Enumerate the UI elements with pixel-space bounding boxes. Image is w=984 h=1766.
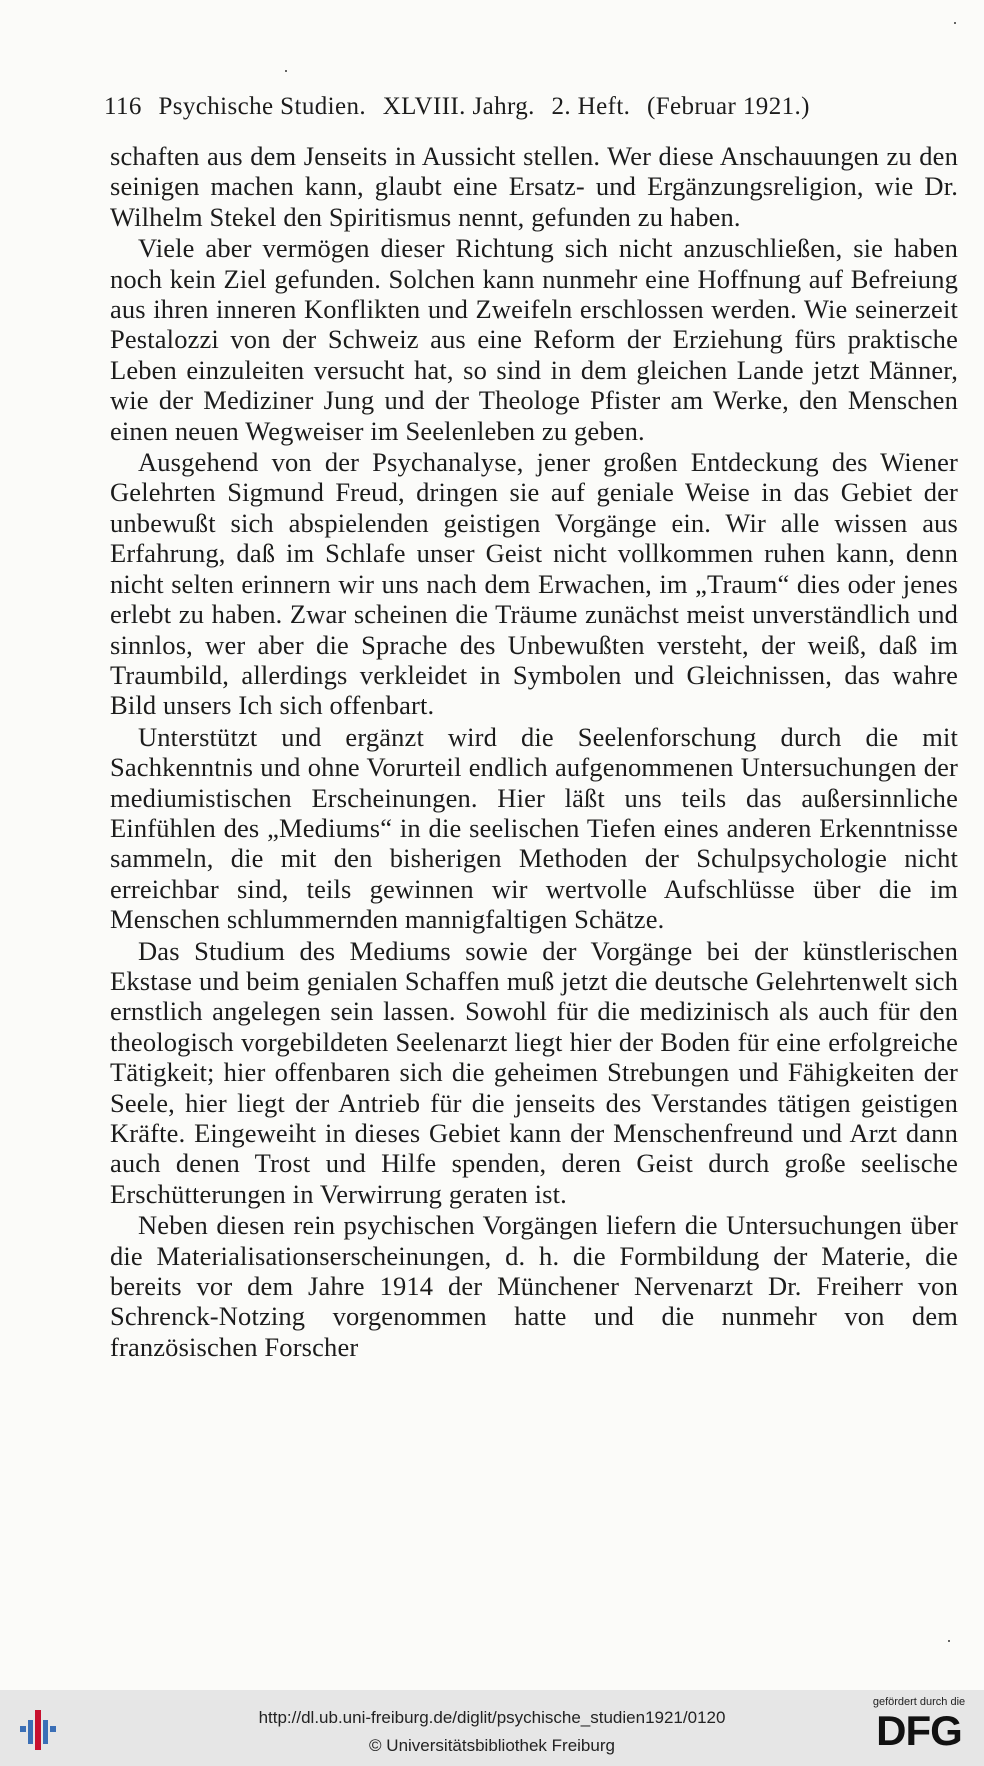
issue-date: (Februar 1921.) bbox=[646, 93, 810, 120]
paragraph: Viele aber vermögen dieser Richtung sich nicht anzuschließen, sie haben noch kein Ziel gefunden. Solchen kann nunmehr eine Hoffnung auf Befreiung aus ihren inneren Konflikten und Zweifeln erschlossen werden. Wie seinerzeit Pestalozzi von der Schweiz aus eine Reform der Erziehung fürs praktische Leben einzuleiten versucht hat, so sind in dem gleichen Lande jetzt Männer, wie der Mediziner Jung und der Theologe Pfister am Werke, den Menschen einen neuen Wegweiser im Seelenleben zu geben. bbox=[110, 233, 958, 446]
paragraph: Neben diesen rein psychischen Vorgängen liefern die Untersuchungen über die Materialisationserscheinungen, d. h. die Formbildung der Materie, die bereits vor dem Jahre 1914 der Münchener Nervenarzt Dr. Freiherr von Schrenck-Notzing vorgenommen hatte und die nunmehr von dem französischen Forscher bbox=[110, 1210, 958, 1362]
dfg-logo[interactable] bbox=[866, 1696, 972, 1762]
sponsor-caption: gefördert durch die bbox=[872, 1696, 966, 1708]
permalink-url[interactable]: http://dl.ub.uni-freiburg.de/diglit/psychische_studien1921/0120 bbox=[258, 1708, 726, 1727]
volume: XLVIII. Jahrg. bbox=[382, 93, 535, 120]
sponsor-logo-text: DFG bbox=[876, 1707, 962, 1754]
running-head bbox=[104, 93, 894, 121]
viewer-footer bbox=[0, 1690, 984, 1766]
paragraph: Das Studium des Mediums sowie der Vorgänge bei der künstlerischen Ekstase und beim genialen Schaffen muß jetzt die deutsche Gelehrtenwelt sich ernstlich angelegen sein lassen. Sowohl für die medizinisch als auch für den theologisch vorgebildeten Seelenarzt liegt hier der Boden für eine erfolgreiche Tätigkeit; hier offenbaren sich die geheimen Strebungen und Fähigkeiten der Seele, hier liegt der Antrieb für die jenseits des Verstandes tätigen geistigen Kräfte. Eingeweiht in dieses Gebiet kann der Menschenfreund und Arzt dann auch denen Trost und Hilfe spenden, deren Geist durch große seelische Erschütterungen in Verwirrung geraten ist. bbox=[110, 935, 958, 1209]
paragraph: schaften aus dem Jenseits in Aussicht stellen. Wer diese Anschauungen zu den seinigen machen kann, glaubt eine Ersatz- und Ergänzungsreligion, wie Dr. Wilhelm Stekel den Spiritismus nennt, gefunden zu haben. bbox=[110, 141, 958, 232]
scan-speck bbox=[948, 1640, 950, 1642]
scan-speck bbox=[954, 22, 956, 24]
journal-title: Psychische Studien. bbox=[158, 93, 367, 120]
copyright-notice: © Universitätsbibliothek Freiburg bbox=[369, 1736, 615, 1755]
scan-speck bbox=[285, 70, 287, 72]
paragraph: Ausgehend von der Psychanalyse, jener großen Entdeckung des Wiener Gelehrten Sigmund Freud, dringen sie auf geniale Weise in das Gebiet der unbewußt sich abspielenden geistigen Vorgänge ein. Wir alle wissen aus Erfahrung, daß im Schlafe unser Geist nicht vollkommen ruhen kann, denn nicht selten erinnern wir uns nach dem Erwachen, im „Traum“ dies oder jenes erlebt zu haben. Zwar scheinen die Träume zunächst meist unverständlich und sinnlos, wer aber die Sprache des Unbewußten versteht, der weiß, daß im Traumbild, allerdings verkleidet in Symbolen und Gleichnissen, das wahre Bild unsers Ich sich offenbart. bbox=[110, 447, 958, 721]
page-number: 116 bbox=[104, 93, 142, 120]
paragraph: Unterstützt und ergänzt wird die Seelenforschung durch die mit Sachkenntnis und ohne Vorurteil endlich aufgenommenen Untersuchungen der mediumistischen Erscheinungen. Hier läßt uns teils das außersinnliche Einfühlen des „Mediums“ in die seelischen Tiefen eines anderen Erkenntnisse sammeln, die mit den bisherigen Methoden der Schulpsychologie nicht erreichbar sind, teils gewinnen wir wertvolle Aufschlüsse über die im Menschen schlummernden mannigfaltigen Schätze. bbox=[110, 721, 958, 935]
body-text bbox=[110, 141, 958, 1362]
issue: 2. Heft. bbox=[551, 93, 631, 120]
